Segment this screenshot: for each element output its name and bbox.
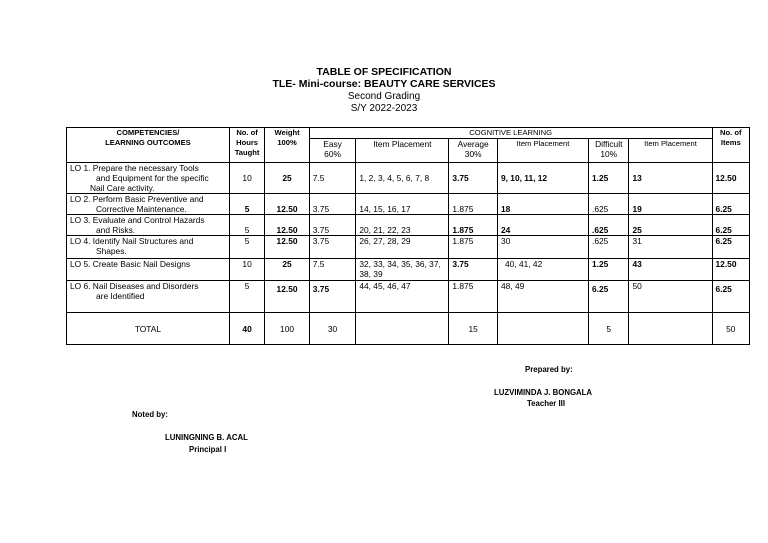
average-cell: 1.875 [449,194,498,215]
easy-header-line-1: Easy [323,139,342,149]
average-items-cell: 48, 49 [497,281,588,313]
school-year: S/Y 2022-2023 [350,103,418,114]
weight-header-line-2: 100% [277,138,297,147]
weight-cell: 12.50 [265,236,310,259]
document-subtitle: TLE- Mini-course: BEAUTY CARE SERVICES [272,78,496,90]
table-row [67,236,750,259]
specification-table [66,127,750,345]
hours-header [229,128,264,163]
total-easy-items [356,313,449,345]
total-easy: 30 [309,313,356,345]
preparer-title: Teacher III [527,399,565,408]
total-average: 15 [449,313,498,345]
hours-header-line-1: No. of [236,128,258,137]
items-cell: 12.50 [712,163,749,194]
learning-outcomes-header-label: LEARNING OUTCOMES [105,138,191,147]
difficult-items-cell: 13 [629,163,712,194]
weight-cell: 25 [265,163,310,194]
table-row [67,194,750,215]
difficult-cell: .625 [589,194,629,215]
average-cell: 1.875 [449,281,498,313]
easy-items-cell: 1, 2, 3, 4, 5, 6, 7, 8 [356,163,449,194]
items-cell: 6.25 [712,236,749,259]
noter-title: Principal I [189,445,227,454]
grading-period: Second Grading [347,91,421,102]
items-cell: 12.50 [712,259,749,281]
easy-cell: 3.75 [309,236,356,259]
document-title: TABLE OF SPECIFICATION [316,66,452,78]
learning-outcome-line-1: LO 1. Prepare the necessary Tools [70,163,199,173]
learning-outcome-cell: LO 5. Create Basic Nail Designs [67,259,230,281]
competencies-header [67,128,230,163]
weight-cell: 12.50 [265,194,310,215]
easy-cell: 7.5 [309,259,356,281]
learning-outcome-cell [67,215,230,236]
learning-outcome-cell [67,194,230,215]
table-row [67,215,750,236]
weight-header [265,128,310,163]
learning-outcome-line-3: Nail Care activity. [90,183,155,193]
total-hours: 40 [229,313,264,345]
total-difficult: 5 [589,313,629,345]
learning-outcome-line-1: LO 6. Nail Diseases and Disorders [70,281,199,291]
learning-outcome-cell [67,236,230,259]
easy-header [309,139,356,163]
items-cell: 6.25 [712,215,749,236]
hours-cell: 5 [229,281,264,313]
average-cell: 3.75 [449,259,498,281]
prepared-by-label: Prepared by: [525,365,573,374]
easy-cell: 7.5 [309,163,356,194]
average-placement-header: Item Placement [497,139,588,163]
learning-outcome-line-2: and Risks. [96,225,136,235]
average-cell: 1.875 [449,236,498,259]
weight-cell: 25 [265,259,310,281]
average-items-text: 40, 41, 42 [504,259,543,269]
table-row [67,259,750,281]
total-row [67,313,750,345]
average-header-line-2: 30% [464,149,482,159]
total-difficult-items [629,313,712,345]
hours-header-line-3: Taught [234,148,260,157]
difficult-items-cell: 50 [629,281,712,313]
total-items: 50 [712,313,749,345]
hours-cell: 10 [229,259,264,281]
difficult-header [589,139,629,163]
learning-outcome-line-2: and Equipment for the specific [96,173,209,183]
hours-cell: 5 [229,236,264,259]
total-weight: 100 [265,313,310,345]
easy-items-cell: 32, 33, 34, 35, 36, 37, 38, 39 [356,259,449,281]
table-row [67,281,750,313]
easy-cell: 3.75 [309,194,356,215]
learning-outcome-line-1: LO 4. Identify Nail Structures and [70,236,194,246]
weight-cell: 12.50 [265,215,310,236]
difficult-header-line-1: Difficult [595,139,623,149]
noter-name: LUNINGNING B. ACAL [165,433,248,442]
items-header [712,128,749,163]
easy-header-line-2: 60% [324,149,341,159]
average-items-cell: 24 [497,215,588,236]
cognitive-learning-header: COGNITIVE LEARNING [309,128,712,139]
average-header-line-1: Average [457,139,489,149]
difficult-header-line-2: 10% [600,149,618,159]
learning-outcome-line-2: Shapes. [96,246,127,256]
preparer-name: LUZVIMINDA J. BONGALA [494,388,593,397]
average-items-cell: 18 [497,194,588,215]
difficult-cell: .625 [589,236,629,259]
difficult-items-cell: 25 [629,215,712,236]
learning-outcome-line-1: LO 3. Evaluate and Control Hazards [70,215,205,225]
learning-outcome-line-2: Corrective Maintenance. [96,204,187,214]
items-header-line-1: No. of [720,128,742,137]
easy-placement-header: Item Placement [356,139,449,163]
table-row [67,163,750,194]
easy-items-cell: 44, 45, 46, 47 [356,281,449,313]
average-items-cell: 9, 10, 11, 12 [497,163,588,194]
learning-outcome-cell [67,281,230,313]
difficult-cell: 6.25 [589,281,629,313]
items-header-line-2: Items [720,138,741,147]
difficult-items-cell: 31 [629,236,712,259]
average-items-cell: 30 [497,236,588,259]
noted-by-label: Noted by: [132,410,168,419]
easy-items-cell: 26, 27, 28, 29 [356,236,449,259]
hours-cell: 5 [229,194,264,215]
total-label: TOTAL [67,313,230,345]
average-cell: 1.875 [449,215,498,236]
weight-cell: 12.50 [265,281,310,313]
header-row-1 [67,128,750,139]
average-items-cell [497,259,588,281]
difficult-items-cell: 43 [629,259,712,281]
hours-cell: 5 [229,215,264,236]
difficult-cell: .625 [589,215,629,236]
difficult-cell: 1.25 [589,163,629,194]
difficult-items-cell: 19 [629,194,712,215]
items-cell: 6.25 [712,281,749,313]
items-cell: 6.25 [712,194,749,215]
difficult-cell: 1.25 [589,259,629,281]
weight-header-line-1: Weight [274,128,300,137]
easy-cell: 3.75 [309,215,356,236]
easy-cell: 3.75 [309,281,356,313]
average-header [449,139,498,163]
learning-outcome-line-2: are Identified [96,291,145,301]
easy-items-cell: 14, 15, 16, 17 [356,194,449,215]
difficult-placement-header: Item Placement [629,139,712,163]
easy-items-cell: 20, 21, 22, 23 [356,215,449,236]
total-average-items [497,313,588,345]
learning-outcome-cell [67,163,230,194]
competencies-header-label: COMPETENCIES/ [116,128,180,137]
hours-cell: 10 [229,163,264,194]
hours-header-line-2: Hours [236,138,259,147]
average-cell: 3.75 [449,163,498,194]
learning-outcome-line-1: LO 2. Perform Basic Preventive and [70,194,204,204]
